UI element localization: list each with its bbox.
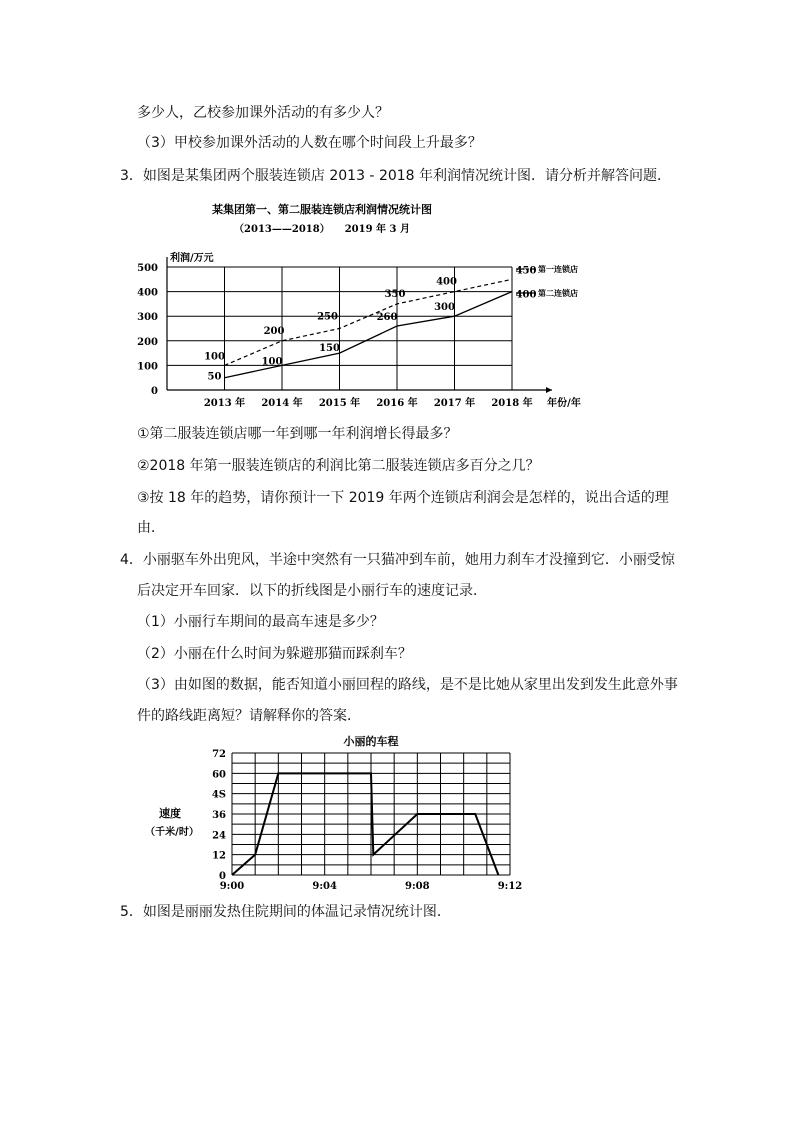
y-tick-label: 200 bbox=[137, 336, 158, 348]
question-3-intro: 3．如图是某集团两个服装连锁店 2013 - 2018 年利润情况统计图．请分析并解答问题． bbox=[120, 168, 672, 184]
x-tick-label: 2017 年 bbox=[433, 398, 476, 409]
data-label-second-store: 400 bbox=[515, 289, 537, 301]
legend-label-second-store: 第二连锁店 bbox=[538, 288, 578, 298]
y-tick-label: 100 bbox=[137, 361, 158, 373]
question-4-intro-continued: 后决定开车回家．以下的折线图是小丽行车的速度记录． bbox=[137, 583, 487, 599]
x-tick-label: 9:04 bbox=[312, 881, 337, 892]
x-axis-arrow bbox=[546, 387, 552, 393]
data-label-second-store: 50 bbox=[207, 371, 222, 383]
y-axis-label: 速度 bbox=[159, 807, 181, 820]
x-axis-label: 年份/年 bbox=[547, 398, 581, 409]
question-4-part-1: （1）小丽行车期间的最高车速是多少？ bbox=[137, 614, 384, 630]
y-tick-label: 36 bbox=[212, 810, 226, 821]
question-3-part-3-end: 由． bbox=[137, 520, 165, 536]
legend-label-first-store: 第一连锁店 bbox=[538, 264, 578, 274]
x-tick-label: 2013 年 bbox=[203, 398, 246, 409]
question-3-part-3: ③按 18 年的趋势，请你预计一下 2019 年两个连锁店利润会是怎样的，说出合适的理 bbox=[137, 490, 669, 506]
y-axis-unit: （千米/时） bbox=[145, 827, 199, 838]
question-2-part-3: （3）甲校参加课外活动的人数在哪个时间段上升最多？ bbox=[137, 135, 482, 151]
y-tick-label: 0 bbox=[151, 386, 158, 397]
chart-title: 某集团第一、第二服装连锁店利润情况统计图 bbox=[212, 203, 432, 216]
question-4-part-3-end: 件的路线距离短？请解释你的答案． bbox=[137, 708, 361, 724]
question-4-part-2: （2）小丽在什么时间为躲避那猫而踩刹车？ bbox=[137, 646, 412, 662]
y-tick-label: 60 bbox=[212, 769, 226, 781]
x-tick-label: 2014 年 bbox=[261, 398, 303, 409]
chart-subtitle: （2013——2018） 2019 年 3 月 bbox=[234, 224, 410, 235]
y-tick-label: 72 bbox=[212, 749, 226, 760]
y-tick-label: 300 bbox=[137, 312, 158, 324]
data-label-first-store: 250 bbox=[317, 311, 338, 323]
data-label-second-store: 260 bbox=[376, 312, 398, 324]
y-tick-label: 24 bbox=[212, 830, 226, 842]
data-label-second-store: 150 bbox=[319, 343, 340, 355]
x-tick-label: 2018 年 bbox=[491, 398, 533, 409]
speed-chart bbox=[140, 730, 523, 895]
data-label-first-store: 200 bbox=[263, 325, 285, 337]
x-tick-label: 9:08 bbox=[405, 881, 430, 892]
y-tick-label: 400 bbox=[137, 287, 158, 299]
data-label-first-store: 350 bbox=[384, 288, 406, 300]
x-tick-label: 9:12 bbox=[497, 881, 523, 892]
data-label-second-store: 300 bbox=[434, 302, 455, 314]
data-label-first-store: 450 bbox=[515, 265, 537, 277]
question-4-part-3: （3）由如图的数据，能否知道小丽回程的路线，是不是比她从家里出发到发生此意外事 bbox=[137, 677, 678, 693]
question-3-part-2: ②2018 年第一服装连锁店的利润比第二服装连锁店多百分之几？ bbox=[137, 458, 540, 474]
data-label-first-store: 400 bbox=[436, 276, 457, 288]
question-2-continued: 多少人，乙校参加课外活动的有多少人？ bbox=[137, 105, 389, 121]
data-label-second-store: 100 bbox=[261, 356, 283, 368]
y-tick-label: 12 bbox=[212, 850, 226, 862]
y-tick-label: 500 bbox=[137, 263, 158, 274]
x-tick-label: 2015 年 bbox=[318, 398, 361, 409]
question-3-part-1: ①第二服装连锁店哪一年到哪一年利润增长得最多？ bbox=[137, 426, 458, 442]
data-label-first-store: 100 bbox=[204, 351, 225, 363]
profit-chart bbox=[137, 195, 620, 410]
x-tick-label: 9:00 bbox=[219, 881, 245, 892]
y-tick-label: 0 bbox=[219, 871, 226, 882]
y-axis-label: 利润/万元 bbox=[170, 253, 214, 264]
question-4-intro: 4．小丽驱车外出兜风，半途中突然有一只猫冲到车前，她用力刹车才没撞到它．小丽受惊 bbox=[120, 552, 675, 568]
y-tick-label: 4S bbox=[211, 789, 226, 801]
x-tick-label: 2016 年 bbox=[376, 398, 418, 409]
chart-title: 小丽的车程 bbox=[343, 735, 399, 748]
series-line-first-store bbox=[225, 276, 513, 368]
question-5-intro: 5．如图是丽丽发热住院期间的体温记录情况统计图． bbox=[120, 904, 451, 920]
